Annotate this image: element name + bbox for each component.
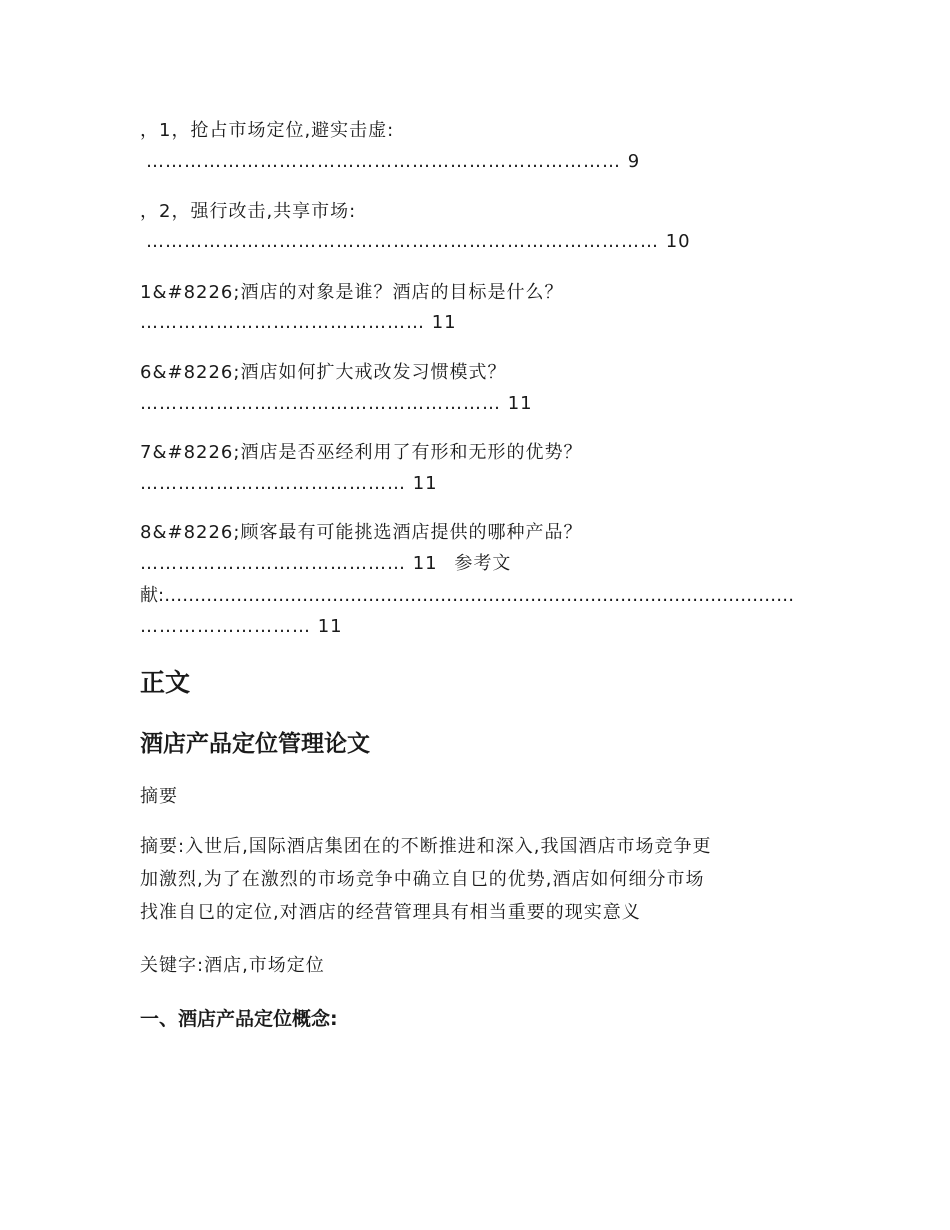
- toc-references-title-part2: 献:: [140, 585, 165, 606]
- toc-entry-1-title: ，1，抢占市场定位,避实击虚:: [140, 120, 395, 141]
- toc-references-row-1: [140, 585, 794, 607]
- toc-entry-3-title: 1&#8226;酒店的对象是谁？酒店的目标是什么？: [140, 282, 564, 303]
- toc-leader: …………………………………………………: [140, 393, 501, 414]
- toc-page-number: 10: [665, 231, 691, 252]
- paper-title: 酒店产品定位管理论文: [140, 731, 370, 757]
- section-1-heading: 一、酒店产品定位概念:: [140, 1008, 338, 1030]
- toc-entry-1-leader-row: [146, 151, 640, 173]
- toc-leader: ………………………………………: [140, 312, 425, 333]
- abstract-line-1: 摘要:入世后,国际酒店集团在的不断推进和深入,我国酒店市场竞争更: [140, 836, 712, 857]
- toc-entry-2-leader-row: [146, 231, 691, 253]
- toc-entry-5-title: 7&#8226;酒店是否巫经利用了有形和无形的优势？: [140, 442, 583, 463]
- toc-page-number: 11: [412, 473, 438, 494]
- toc-leader: ……………………………………………………………………………………………: [164, 585, 795, 606]
- keywords: 关键字:酒店,市场定位: [140, 955, 325, 976]
- abstract-label: 摘要: [140, 786, 178, 807]
- abstract-line-3: 找准自㔾的定位,对酒店的经营管理具有相当重要的现实意义: [140, 902, 641, 923]
- toc-leader: ……………………………………: [140, 553, 406, 574]
- abstract-line-2: 加激烈,为了在激烈的市场竞争中确立自㔾的优势,酒店如何细分市场: [140, 869, 705, 890]
- toc-page-number: 11: [431, 312, 457, 333]
- toc-references-row-2: [140, 616, 343, 638]
- toc-leader: ………………………: [140, 616, 311, 637]
- toc-entry-6-title: 8&#8226;顾客最有可能挑选酒店提供的哪种产品？: [140, 522, 583, 543]
- toc-page-number: 11: [317, 616, 343, 637]
- toc-leader: …………………………………………………………………: [146, 151, 621, 172]
- toc-leader: ……………………………………: [140, 473, 406, 494]
- toc-entry-4-leader-row: [140, 393, 533, 415]
- toc-page-number: 11: [507, 393, 533, 414]
- toc-entry-2-title: ，2，强行改击,共享市场:: [140, 201, 357, 222]
- toc-references-title-part1: 参考文: [454, 553, 512, 574]
- toc-page-number: 9: [627, 151, 641, 172]
- toc-entry-5-leader-row: [140, 473, 438, 495]
- toc-leader: ………………………………………………………………………: [146, 231, 659, 252]
- toc-page-number: 11: [412, 553, 438, 574]
- toc-entry-3-leader-row: [140, 312, 457, 334]
- toc-entry-4-title: 6&#8226;酒店如何扩大戒改发习惯模式？: [140, 362, 507, 383]
- body-heading: 正文: [140, 668, 191, 697]
- toc-entry-6-leader-row: [140, 553, 511, 575]
